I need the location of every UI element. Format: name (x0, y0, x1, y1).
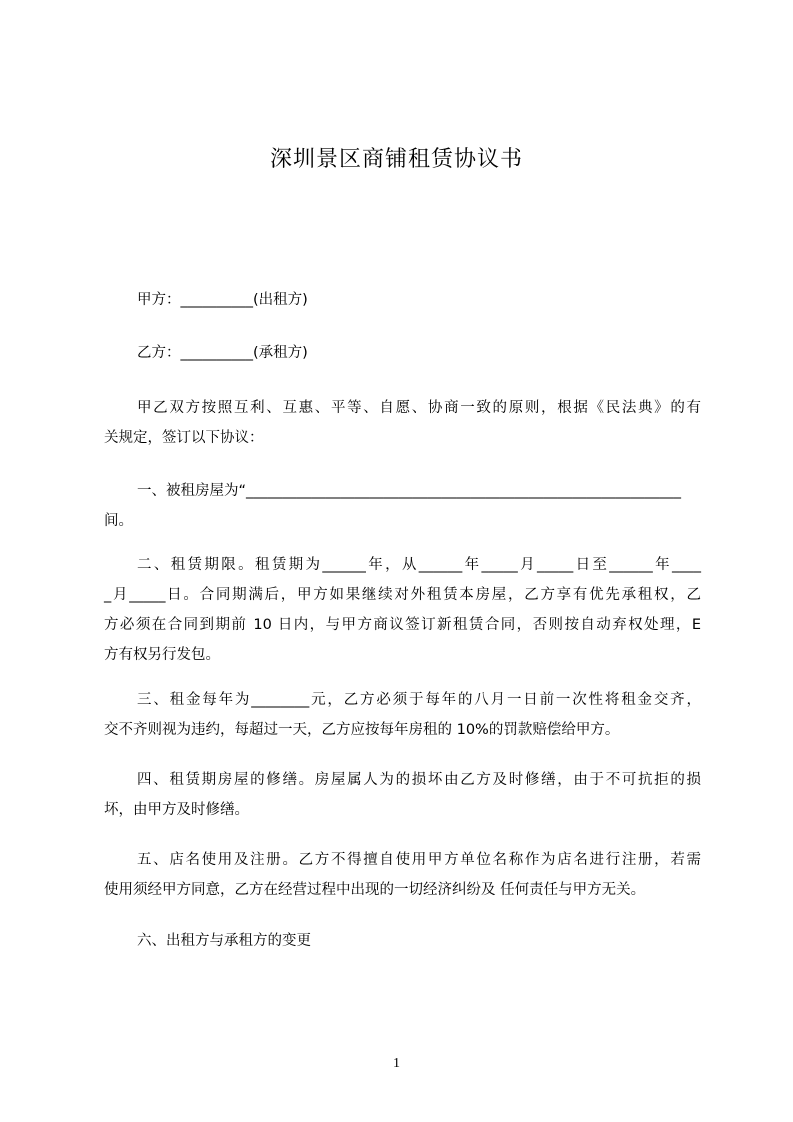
intro-line-1: 甲乙双方按照互利、互惠、平等、自愿、协商一致的原则，根据《民法典》的有 (137, 400, 701, 416)
page-number: 1 (393, 1056, 400, 1071)
clause-2 (104, 550, 701, 670)
party-b-line: 乙方：__________(承租方) (137, 345, 308, 361)
clause-2-line-1: 二、租赁期限。租赁期为______年，从______年_____月_____日至______年____ (137, 557, 701, 573)
clause-2-line-4: 方有权另行发包。 (104, 647, 220, 663)
clause-1-line-1: 一、被租房屋为“____________________________________________________________ (137, 483, 682, 499)
clause-3-line-2: 交不齐则视为违约，每超过一天，乙方应按每年房租的 10%的罚款赔偿给甲方。 (104, 722, 620, 738)
intro-line-2: 关规定，签订以下协议： (104, 430, 264, 446)
clause-5 (104, 845, 701, 905)
clause-3 (104, 685, 701, 745)
clause-2-line-3: 方必须在合同到期前 10 日内，与甲方商议签订新租赁合同，否则按自动弃权处理，E (104, 617, 701, 633)
intro-paragraph (104, 393, 701, 453)
clause-3-line-1: 三、租金每年为________元，乙方必须于每年的八月一日前一次性将租金交齐， (137, 692, 701, 708)
clause-4 (104, 765, 701, 825)
clause-5-line-1: 五、店名使用及注册。乙方不得擅自使用甲方单位名称作为店名进行注册，若需 (137, 852, 701, 868)
party-a-line: 甲方：__________(出租方) (137, 292, 308, 308)
clause-1 (104, 476, 701, 536)
clause-4-line-2: 坏，由甲方及时修缮。 (104, 802, 249, 818)
clause-4-line-1: 四、租赁期房屋的修缮。房屋属人为的损坏由乙方及时修缮，由于不可抗拒的损 (137, 772, 701, 788)
document-title: 深圳景区商铺租赁协议书 (269, 147, 523, 172)
clause-6-heading: 六、出租方与承租方的变更 (137, 933, 311, 949)
clause-2-line-2: _月_____日。合同期满后，甲方如果继续对外租赁本房屋，乙方享有优先承租权，乙 (104, 587, 701, 603)
clause-1-line-2: 间。 (104, 513, 133, 529)
clause-5-line-2: 使用须经甲方同意，乙方在经营过程中出现的一切经济纠纷及 任何责任与甲方无关。 (104, 882, 646, 898)
